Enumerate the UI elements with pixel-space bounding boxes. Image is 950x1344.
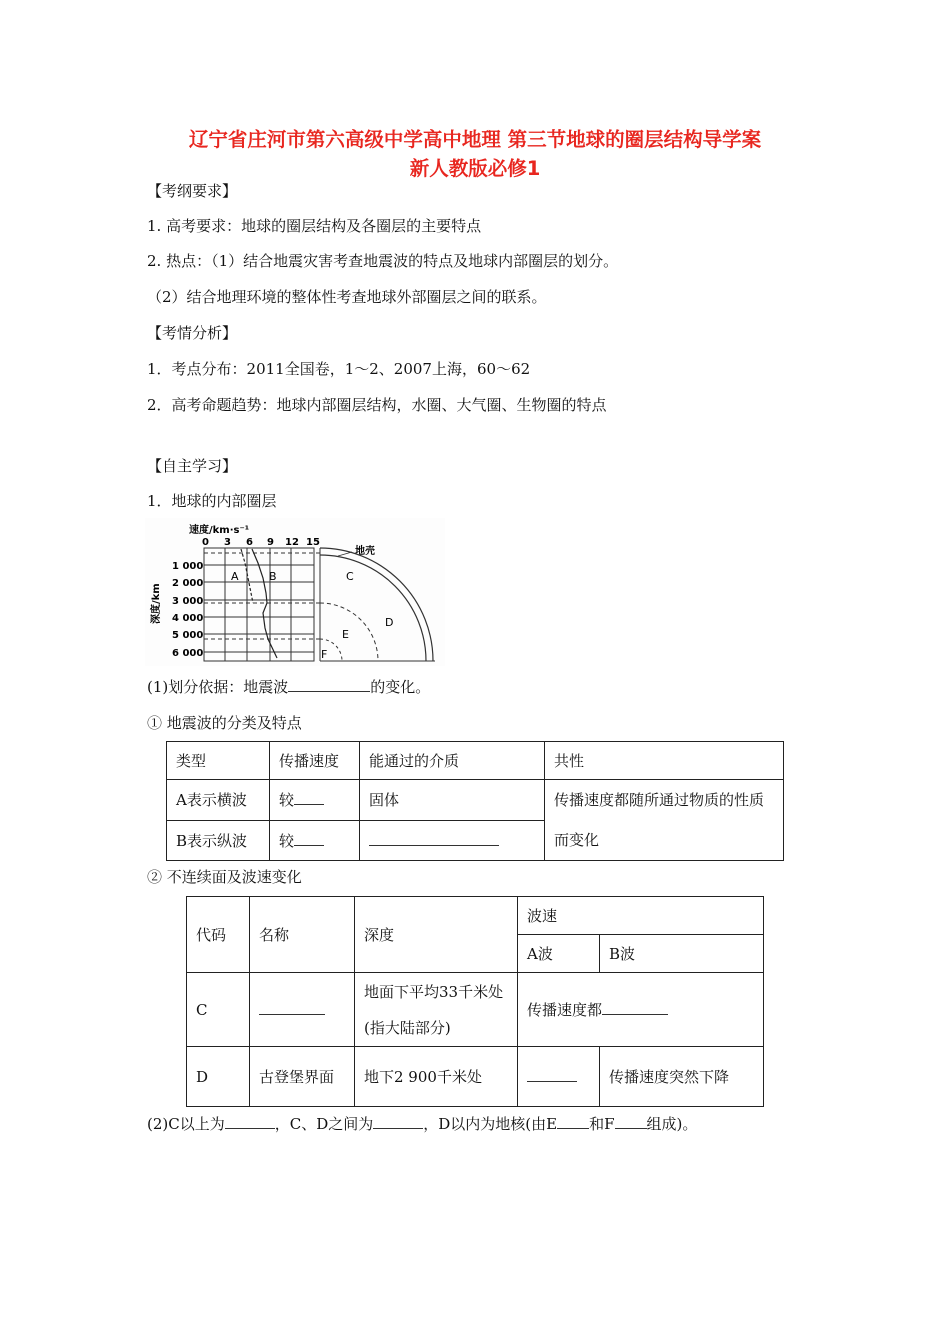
discontinuity-subheading: ② 不连续面及波速变化 bbox=[147, 868, 302, 886]
discontinuity-table bbox=[186, 896, 764, 1107]
earth-layers-figure bbox=[145, 518, 445, 666]
curve-a-label: A bbox=[231, 570, 239, 583]
crust-label: 地壳 bbox=[355, 546, 375, 557]
seismic-wave-subheading: ① 地震波的分类及特点 bbox=[147, 714, 302, 732]
question-2-blank-2[interactable] bbox=[373, 1114, 423, 1129]
question-1 bbox=[147, 676, 430, 697]
self-study-heading: 【自主学习】 bbox=[147, 457, 238, 475]
question-1-suffix: 的变化。 bbox=[370, 678, 431, 696]
requirements-item-1: 1. 高考要求：地球的圈层结构及各圈层的主要特点 bbox=[147, 217, 482, 235]
row-d-code: D bbox=[187, 1047, 250, 1107]
requirements-item-2: 2. 热点：（1）结合地震灾害考查地震波的特点及地球内部圈层的划分。 bbox=[147, 252, 619, 270]
header-name: 名称 bbox=[250, 897, 355, 973]
question-1-prefix: (1)划分依据：地震波 bbox=[147, 678, 289, 696]
row-a-speed: 较 bbox=[270, 780, 360, 821]
row-b-medium-blank[interactable] bbox=[369, 831, 499, 846]
question-2-part-3: ，D以内为地核(由E bbox=[423, 1115, 558, 1133]
row-b-speed-blank[interactable] bbox=[294, 831, 324, 846]
depth-tick-3000: 3 000 bbox=[172, 596, 204, 607]
header-wave-speed: 波速 bbox=[518, 897, 764, 935]
page-title-line1: 辽宁省庄河市第六高级中学高中地理 第三节地球的圈层结构导学案 bbox=[188, 128, 762, 151]
layer-f-label: F bbox=[321, 648, 328, 661]
analysis-item-1: 1．考点分布：2011全国卷，1～2、2007上海，60～62 bbox=[147, 360, 531, 378]
row-b-type: B表示纵波 bbox=[167, 820, 270, 861]
common-property: 传播速度都随所通过物质的性质而变化 bbox=[545, 780, 784, 861]
question-2-part-4: 和F bbox=[589, 1115, 615, 1133]
speed-tick-9: 9 bbox=[267, 537, 274, 548]
row-d-a-wave-blank[interactable] bbox=[527, 1067, 577, 1082]
row-c-name-blank[interactable] bbox=[259, 1000, 325, 1015]
question-2-blank-3[interactable] bbox=[557, 1114, 589, 1129]
speed-tick-12: 12 bbox=[285, 537, 299, 548]
row-a-speed-blank[interactable] bbox=[294, 790, 324, 805]
speed-tick-0: 0 bbox=[202, 537, 209, 548]
row-d-a-wave bbox=[518, 1047, 600, 1107]
depth-axis-label: 深度/km bbox=[151, 583, 162, 624]
question-2-part-1: (2)C以上为 bbox=[147, 1115, 225, 1133]
row-c-speed: 传播速度都 bbox=[518, 973, 764, 1047]
depth-tick-2000: 2 000 bbox=[172, 578, 204, 589]
analysis-heading: 【考情分析】 bbox=[147, 324, 238, 342]
question-2-blank-1[interactable] bbox=[225, 1114, 275, 1129]
question-1-blank[interactable] bbox=[288, 677, 370, 692]
self-study-item-1: 1．地球的内部圈层 bbox=[147, 492, 277, 510]
row-b-medium bbox=[360, 820, 545, 861]
page-title-line2: 新人教版必修1 bbox=[409, 157, 541, 180]
speed-tick-6: 6 bbox=[246, 537, 253, 548]
depth-tick-6000: 6 000 bbox=[172, 648, 204, 659]
row-d-b-wave: 传播速度突然下降 bbox=[600, 1047, 764, 1107]
analysis-item-2: 2．高考命题趋势：地球内部圈层结构，水圈、大气圈、生物圈的特点 bbox=[147, 396, 607, 414]
layer-d-label: D bbox=[385, 616, 394, 629]
depth-tick-5000: 5 000 bbox=[172, 630, 204, 641]
seismic-wave-table bbox=[166, 741, 784, 861]
row-c-code: C bbox=[187, 973, 250, 1047]
curve-b-label: B bbox=[269, 570, 277, 583]
depth-tick-1000: 1 000 bbox=[172, 561, 204, 572]
speed-tick-3: 3 bbox=[224, 537, 231, 548]
speed-tick-15: 15 bbox=[306, 537, 320, 548]
question-2 bbox=[147, 1113, 697, 1134]
header-speed: 传播速度 bbox=[270, 742, 360, 780]
depth-tick-4000: 4 000 bbox=[172, 613, 204, 624]
question-2-blank-4[interactable] bbox=[615, 1114, 647, 1129]
row-a-type: A表示横波 bbox=[167, 780, 270, 821]
header-type: 类型 bbox=[167, 742, 270, 780]
row-c-depth: 地面下平均33千米处(指大陆部分) bbox=[355, 973, 518, 1047]
header-b-wave: B波 bbox=[600, 935, 764, 973]
speed-axis-label: 速度/km·s⁻¹ bbox=[189, 525, 250, 536]
header-medium: 能通过的介质 bbox=[360, 742, 545, 780]
row-c-name bbox=[250, 973, 355, 1047]
header-depth: 深度 bbox=[355, 897, 518, 973]
question-2-part-2: ，C、D之间为 bbox=[274, 1115, 374, 1133]
question-2-part-5: 组成)。 bbox=[646, 1115, 698, 1133]
row-d-depth: 地下2 900千米处 bbox=[355, 1047, 518, 1107]
requirements-item-3: （2）结合地理环境的整体性考查地球外部圈层之间的联系。 bbox=[147, 288, 547, 306]
row-d-name: 古登堡界面 bbox=[250, 1047, 355, 1107]
layer-e-label: E bbox=[342, 628, 349, 641]
header-code: 代码 bbox=[187, 897, 250, 973]
row-a-medium: 固体 bbox=[360, 780, 545, 821]
requirements-heading: 【考纲要求】 bbox=[147, 182, 238, 200]
row-c-speed-blank[interactable] bbox=[602, 1000, 668, 1015]
header-common: 共性 bbox=[545, 742, 784, 780]
header-a-wave: A波 bbox=[518, 935, 600, 973]
layer-c-label: C bbox=[346, 570, 354, 583]
row-b-speed: 较 bbox=[270, 820, 360, 861]
